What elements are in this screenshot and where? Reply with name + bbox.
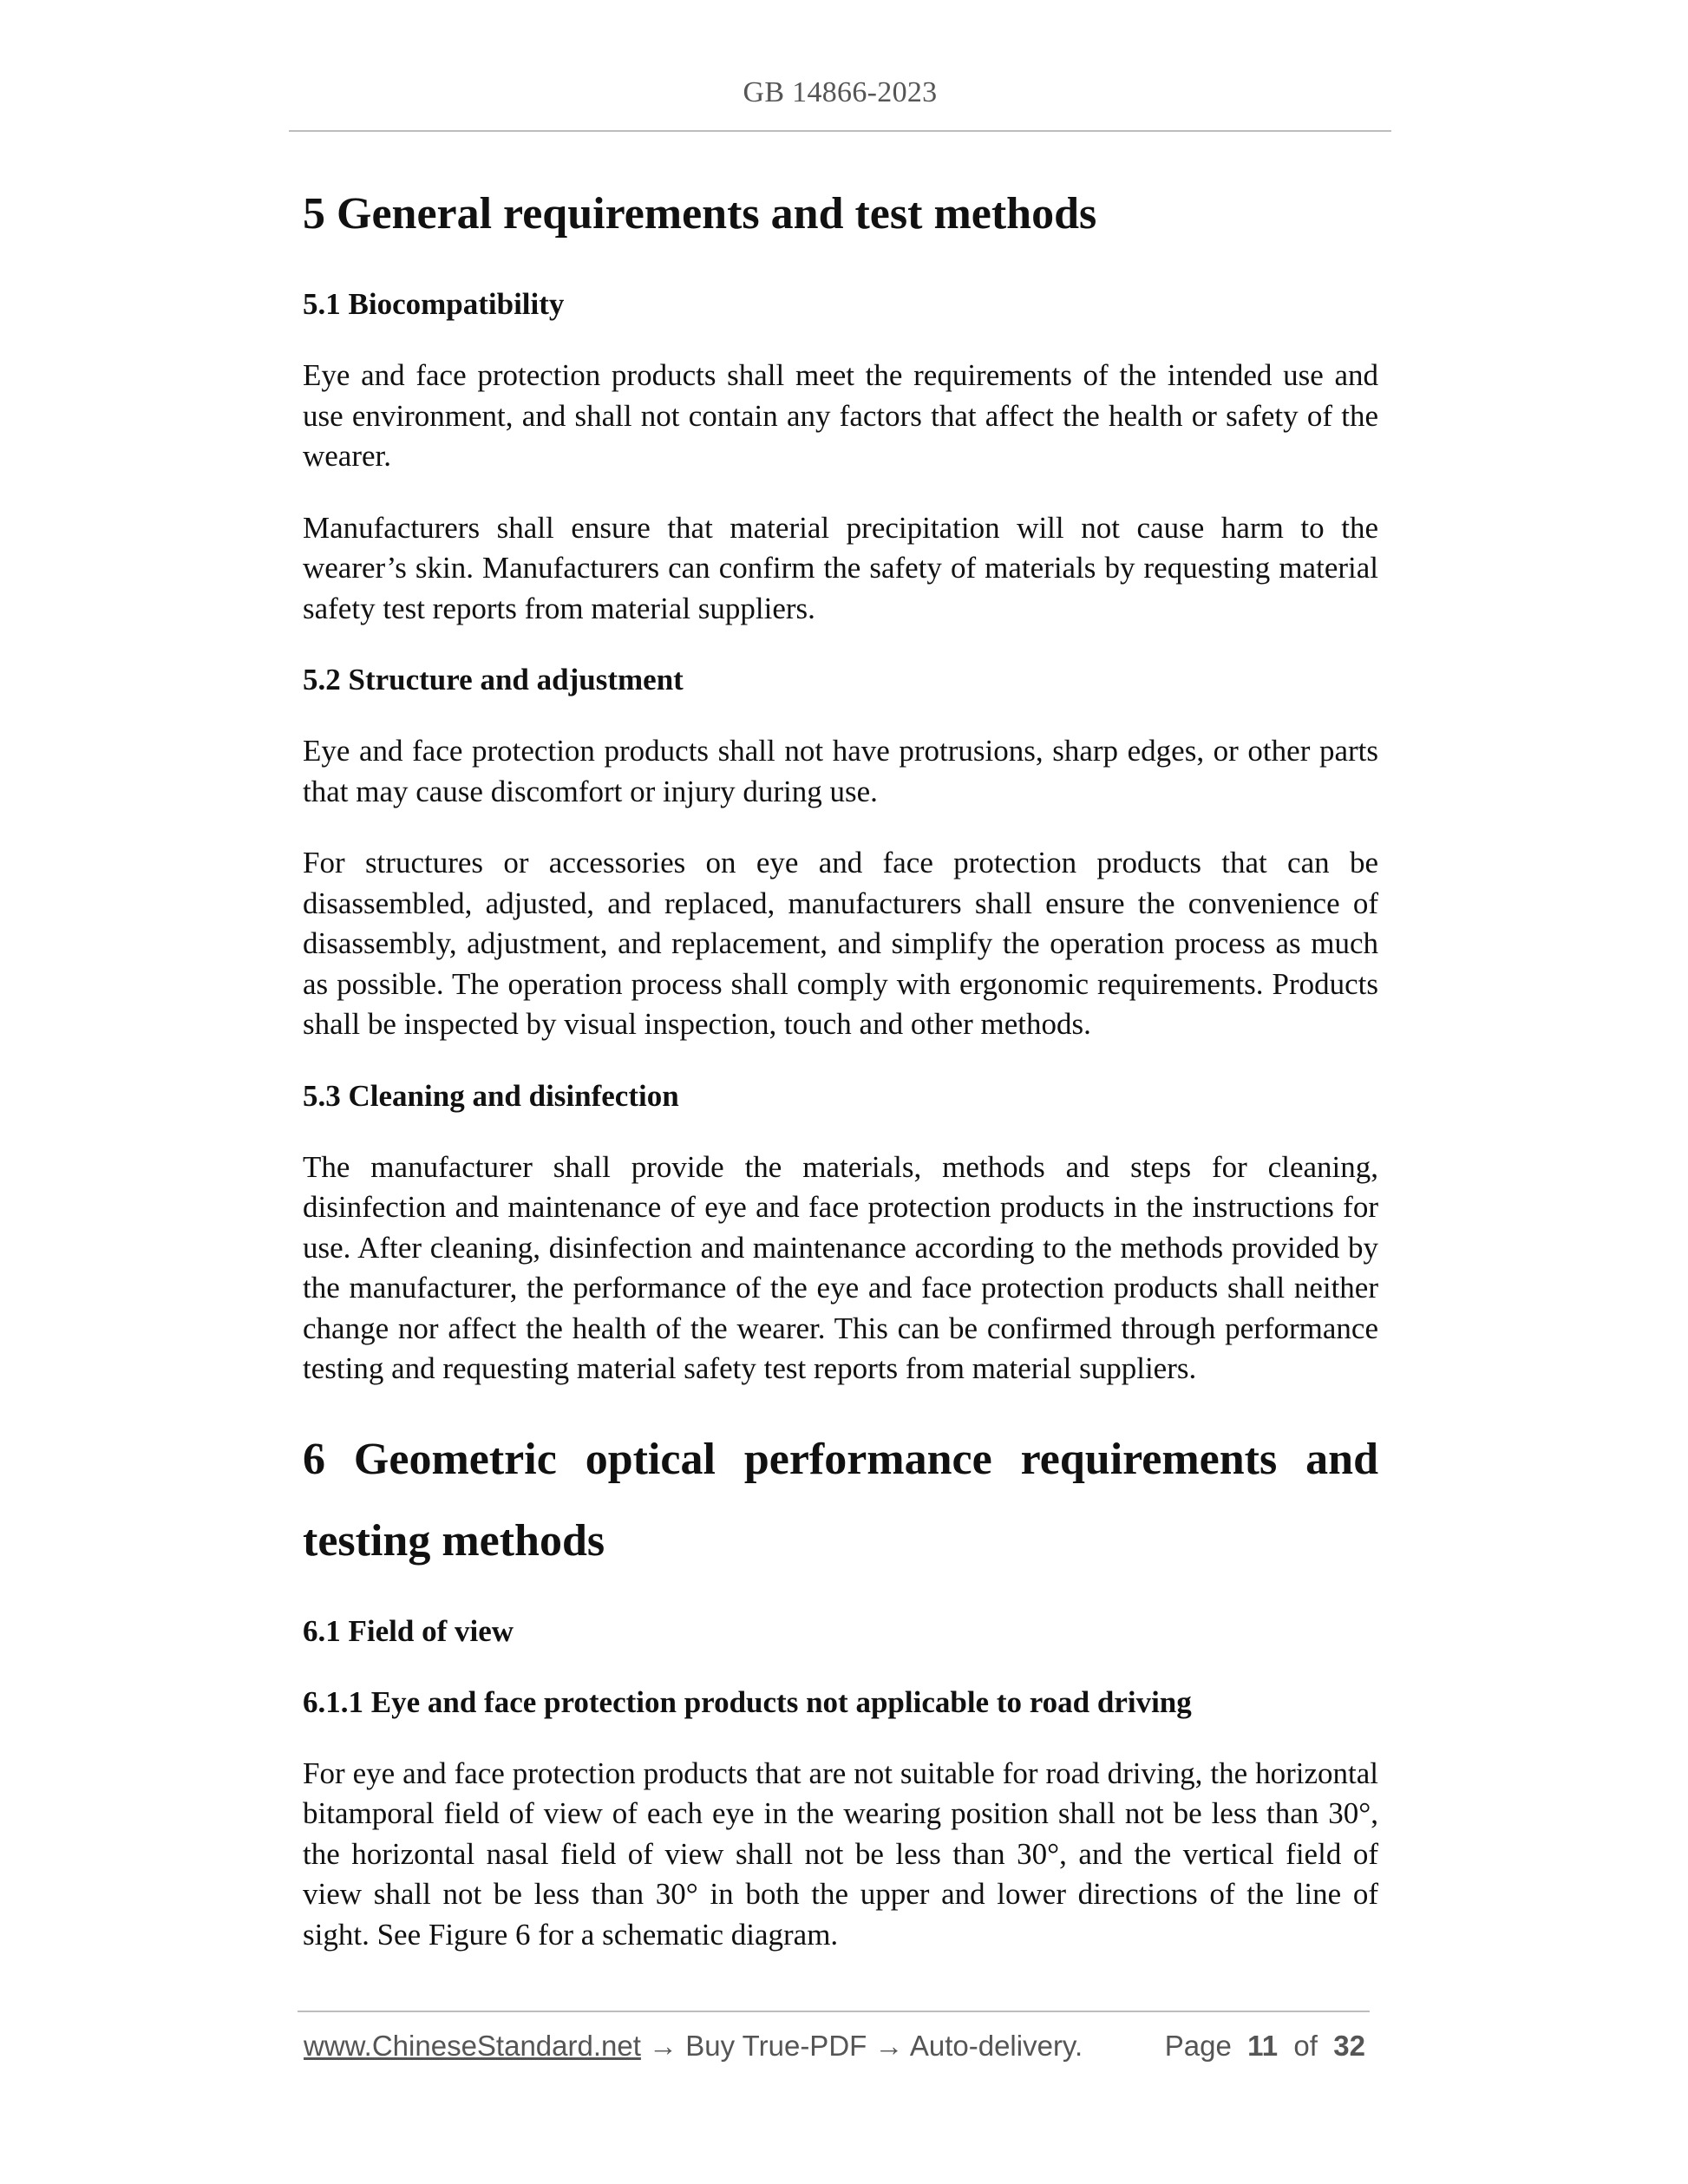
paragraph-5-1-b: Manufacturers shall ensure that material precipitation will not cause harm to the wearer’s skin. Manufacturers can confirm the safety of materials by requesting material safety test reports from material suppliers. (303, 510, 1378, 625)
page-content (303, 173, 1378, 1955)
footer-promo (304, 2030, 1083, 2063)
section-6-1-heading: 6.1 Field of view (303, 1613, 514, 1648)
arrow-right-icon: → (867, 2030, 910, 2062)
page-header (289, 69, 1391, 132)
page-number: 11 (1247, 2030, 1279, 2062)
buy-pdf-text: Buy True-PDF (685, 2030, 867, 2062)
document-number: GB 14866-2023 (743, 76, 938, 108)
of-label: of (1293, 2030, 1318, 2062)
section-5-heading: 5 General requirements and test methods (303, 189, 1097, 239)
paragraph-6-1-1-a: For eye and face protection products that are not suitable for road driving, the horizontal bitamporal field of view of each eye in the wearing position shall not be less than 30°, the horizontal nasal field of view shall not be less than 30°, and the vertical field of view shall not be less than 30° in both the upper and lower directions of the line of sight. See Figure 6 for a schematic diagram. (303, 1756, 1378, 1952)
page-total: 32 (1333, 2030, 1365, 2062)
website-link[interactable]: www.ChineseStandard.net (304, 2030, 641, 2062)
paragraph-5-1-a: Eye and face protection products shall meet the requirements of the intended use and use environment, and shall not contain any factors that affect the health or safety of the wearer. (303, 358, 1378, 473)
section-6-1-1-heading: 6.1.1 Eye and face protection products not applicable to road driving (303, 1684, 1192, 1719)
paragraph-5-3-a: The manufacturer shall provide the materials, methods and steps for cleaning, disinfection and maintenance of eye and face protection products in the instructions for use. After cleaning, disinfection and maintenance according to the methods provided by the manufacturer, the performance of the eye and face protection products shall neither change nor affect the health of the wearer. This can be confirmed through performance testing and requesting material safety test reports from material suppliers. (303, 1149, 1378, 1385)
section-5-1-heading: 5.1 Biocompatibility (303, 287, 565, 321)
section-6-heading: 6 Geometric optical performance requirements and testing methods (303, 1434, 1378, 1566)
arrow-right-icon: → (640, 2030, 686, 2062)
paragraph-5-2-b: For structures or accessories on eye and face protection products that can be disassembled, adjusted, and replaced, manufacturers shall ensure the convenience of disassembly, adjustment, and replacement, and simplify the operation process as much as possible. The operation process shall comply with ergonomic requirements. Products shall be inspected by visual inspection, touch and other methods. (303, 846, 1378, 1041)
page-footer (304, 2030, 1371, 2073)
page-label: Page (1164, 2030, 1232, 2062)
footer-divider (298, 2011, 1370, 2012)
section-5-3-heading: 5.3 Cleaning and disinfection (303, 1078, 679, 1113)
page-indicator (1165, 2030, 1365, 2063)
section-5-2-heading: 5.2 Structure and adjustment (303, 663, 684, 696)
auto-delivery-text: Auto-delivery. (909, 2030, 1083, 2062)
paragraph-5-2-a: Eye and face protection products shall not have protrusions, sharp edges, or other parts that may cause discomfort or injury during use. (303, 734, 1378, 808)
